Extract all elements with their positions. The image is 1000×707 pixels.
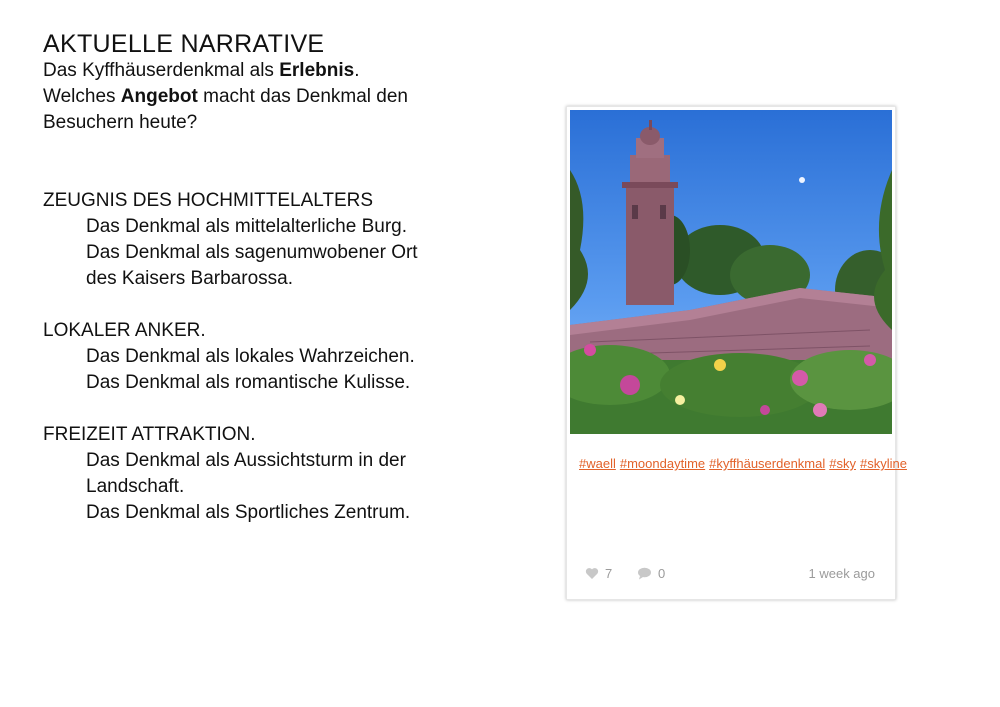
section-zeugnis: [43, 188, 513, 292]
section-item: des Kaisers Barbarossa.: [86, 268, 293, 289]
likes-counter[interactable]: [585, 566, 612, 581]
section-item: Das Denkmal als mittelalterliche Burg.: [86, 216, 408, 237]
section-lokaler-anker: [43, 318, 513, 396]
section-item: Das Denkmal als Aussichtsturm in der: [86, 450, 406, 471]
section-item: Das Denkmal als sagenumwobener Ort: [86, 242, 418, 263]
section-item: Das Denkmal als lokales Wahrzeichen.: [86, 346, 415, 367]
likes-count: 7: [605, 566, 613, 581]
intro-line-1: [43, 58, 513, 84]
section-item: Das Denkmal als romantische Kulisse.: [86, 372, 411, 393]
intro-text: .: [354, 60, 360, 81]
intro-line-2: [43, 84, 513, 110]
post-photo[interactable]: [570, 110, 892, 434]
intro-text: Welches: [43, 86, 121, 107]
comments-count: 0: [658, 566, 666, 581]
post-meta-bar: [585, 566, 875, 584]
section-heading: LOKALER ANKER.: [43, 320, 206, 341]
heart-icon: [585, 567, 599, 580]
section-heading: FREIZEIT ATTRAKTION.: [43, 424, 256, 445]
section-item: Landschaft.: [86, 476, 185, 497]
section-heading: ZEUGNIS DES HOCHMITTELALTERS: [43, 190, 374, 211]
intro-emphasis-erlebnis: Erlebnis: [279, 60, 355, 81]
instagram-post-card[interactable]: [566, 106, 907, 600]
speech-bubble-icon: [637, 567, 652, 580]
comments-counter[interactable]: [637, 566, 665, 581]
narrative-text-block: [43, 30, 513, 526]
intro-text: Das Kyffhäuserdenkmal als: [43, 60, 280, 81]
section-item: Das Denkmal als Sportliches Zentrum.: [86, 502, 411, 523]
page-title: AKTUELLE NARRATIVE: [43, 30, 325, 58]
hashtag-link[interactable]: #skyline: [859, 456, 907, 471]
intro-text: macht das Denkmal den: [197, 86, 409, 107]
hashtag-link[interactable]: #sky: [829, 456, 856, 471]
hashtag-link[interactable]: #kyffhäuserdenkmal: [709, 456, 826, 471]
section-freizeit: [43, 422, 513, 526]
hashtag-link[interactable]: #waell: [579, 456, 616, 471]
intro-emphasis-angebot: Angebot: [120, 86, 198, 107]
hashtag-link[interactable]: #moondaytime: [619, 456, 706, 471]
intro-line-3: Besuchern heute?: [43, 112, 198, 133]
post-timestamp: 1 week ago: [808, 566, 875, 581]
post-hashtags: [579, 454, 907, 473]
